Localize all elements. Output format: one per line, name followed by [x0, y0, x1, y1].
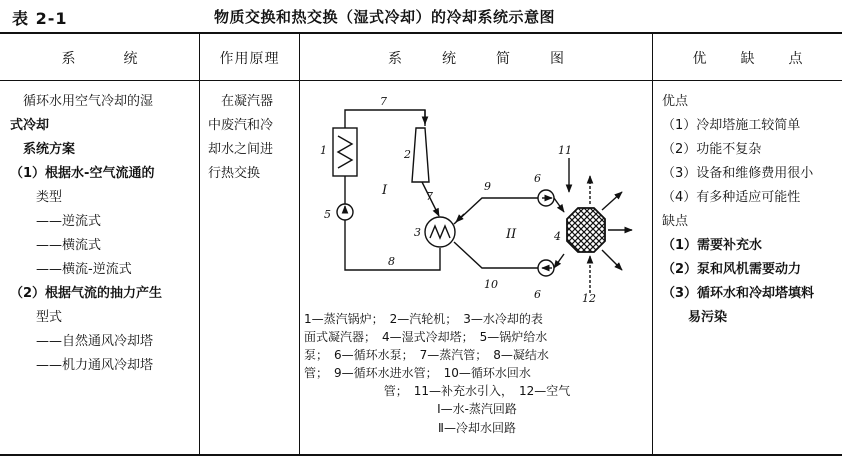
label-5: 5 [324, 208, 331, 221]
label-6b: 6 [534, 288, 541, 301]
principle-line: 在凝汽器 [208, 94, 274, 109]
system-line: 型式 [10, 310, 63, 325]
bottom-rule [0, 454, 842, 456]
system-line: （2）根据气流的抽力产生 [10, 286, 163, 301]
header-system: 系统 [61, 51, 186, 67]
label-4: 4 [554, 230, 561, 243]
diagram-legend [304, 310, 650, 438]
label-2: 2 [404, 148, 411, 161]
principle-line: 中废汽和冷 [208, 118, 274, 133]
system-line: 式冷却 [10, 118, 50, 133]
legend-line: 1—蒸汽锅炉； 2—汽轮机； 3—水冷却的表 [304, 312, 543, 326]
legend-line: 管； 9—循环水进水管； 10—循环水回水 [304, 366, 531, 380]
system-line: ——机力通风冷却塔 [10, 358, 154, 373]
system-line: ——自然通风冷却塔 [10, 334, 154, 349]
header-principle: 作用原理 [219, 51, 280, 67]
feed-pump [337, 204, 353, 220]
label-9: 9 [484, 180, 491, 193]
header-pros-cons: 优缺点 [692, 51, 837, 67]
system-line: 循环水用空气冷却的湿 [10, 94, 154, 109]
system-line: 系统方案 [10, 142, 76, 157]
circulating-pump-upper [538, 190, 554, 206]
system-line: 类型 [10, 190, 63, 205]
label-8: 8 [388, 255, 395, 268]
pros-line: （4）有多种适应可能性 [662, 190, 801, 205]
condenser [425, 217, 455, 247]
pros-line: （2）功能不复杂 [662, 142, 762, 157]
column-divider [652, 34, 653, 454]
principle-line: 却水之间进 [208, 142, 274, 157]
label-7a: 7 [380, 95, 387, 108]
legend-line: Ⅰ—水-蒸汽回路 [437, 402, 517, 416]
cons-line: （2）泵和风机需要动力 [662, 262, 802, 277]
label-6a: 6 [534, 172, 541, 185]
system-line: ——横流-逆流式 [10, 262, 132, 277]
label-3: 3 [414, 226, 421, 239]
turbine [412, 128, 429, 182]
system-line: ——逆流式 [10, 214, 102, 229]
loop-label-II: II [506, 227, 517, 242]
label-12: 12 [582, 292, 596, 305]
legend-line: 管； 11—补充水引入， 12—空气 [383, 384, 571, 398]
cons-line: （3）循环水和冷却塔填料 [662, 286, 815, 301]
table-caption-title: 物质交换和热交换（湿式冷却）的冷却系统示意图 [214, 8, 556, 26]
system-line: （1）根据水-空气流通的 [10, 166, 155, 181]
cons-line: 易污染 [662, 310, 728, 325]
table-caption-number: 表 2-1 [12, 9, 68, 28]
label-7b: 7 [426, 190, 433, 203]
header-rule [0, 80, 842, 81]
loop-label-I: I [382, 183, 388, 198]
label-11: 11 [558, 144, 572, 157]
cons-line: （1）需要补充水 [662, 238, 763, 253]
pros-line: （3）设备和维修费用很小 [662, 166, 814, 181]
pros-line: （1）冷却塔施工较简单 [662, 118, 801, 133]
boiler [333, 128, 357, 176]
steam-pipe [345, 110, 425, 128]
cooling-tower [567, 208, 605, 252]
system-line: ——横流式 [10, 238, 102, 253]
pros-cons-column [662, 90, 840, 330]
top-rule [0, 32, 842, 34]
cooling-system-diagram [302, 88, 650, 306]
system-column [10, 90, 196, 378]
cons-line: 缺点 [662, 214, 689, 229]
column-divider [199, 34, 200, 454]
principle-column [208, 90, 296, 186]
header-diagram: 系统简图 [388, 51, 604, 67]
circulating-pump-lower [538, 260, 554, 276]
column-divider [299, 34, 300, 454]
legend-line: 面式凝汽器； 4—湿式冷却塔； 5—锅炉给水 [304, 330, 548, 344]
label-1: 1 [320, 144, 327, 157]
label-10: 10 [484, 278, 498, 291]
legend-line: Ⅱ—冷却水回路 [438, 421, 516, 435]
pros-line: 优点 [662, 94, 689, 109]
principle-line: 行热交换 [208, 166, 261, 181]
legend-line: 泵； 6—循环水泵； 7—蒸汽管； 8—凝结水 [304, 348, 549, 362]
